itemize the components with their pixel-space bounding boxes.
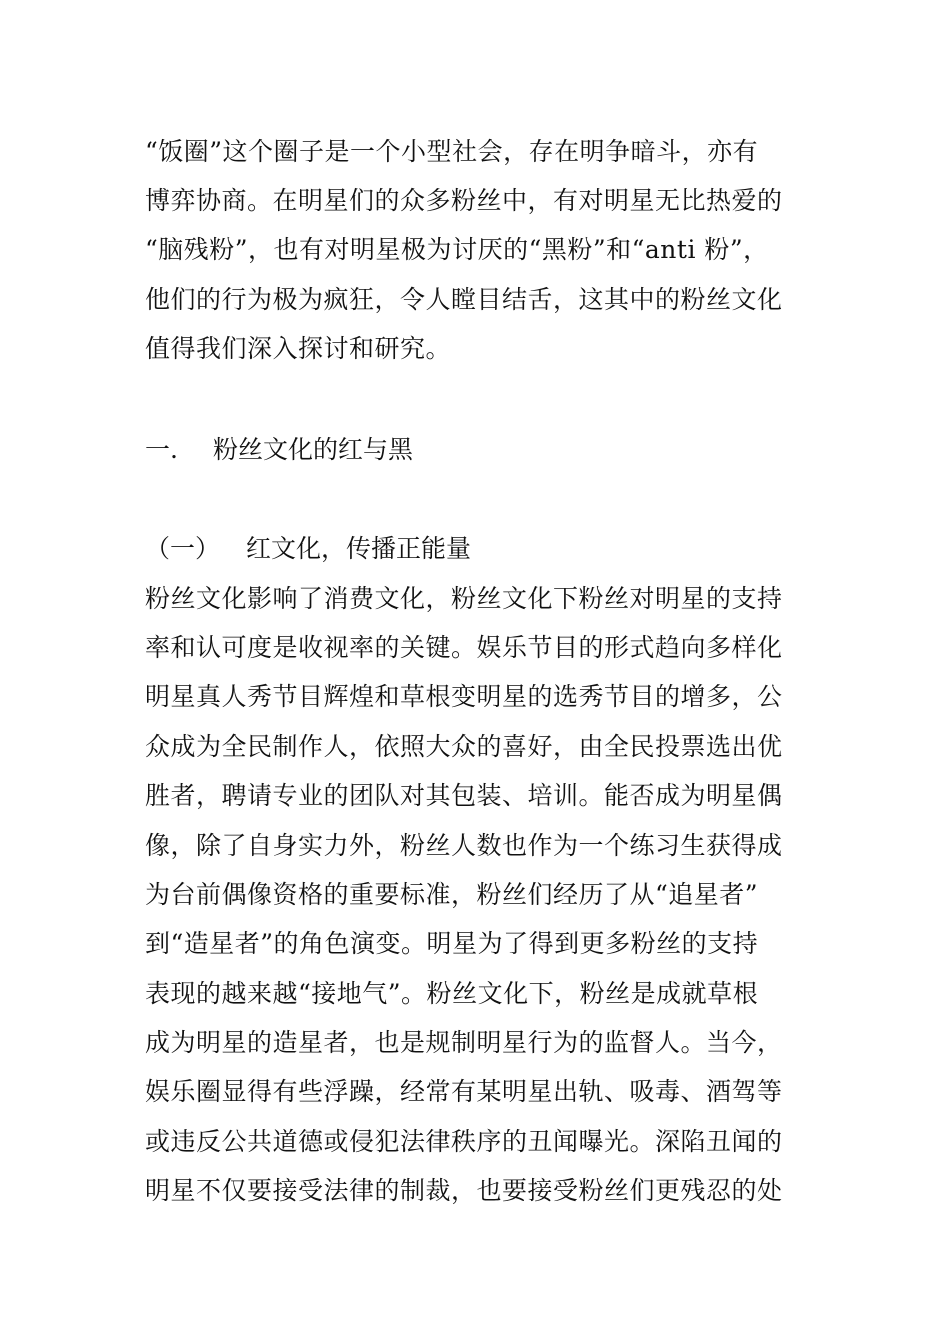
- body-line-1: 粉丝文化影响了消费文化，粉丝文化下粉丝对明星的支持: [145, 584, 783, 613]
- body-line-5: 胜者，聘请专业的团队对其包装、培训。能否成为明星偶: [145, 781, 783, 810]
- body-line-7: 为台前偶像资格的重要标准，粉丝们经历了从“追星者”: [145, 880, 759, 909]
- body-line-6: 像，除了自身实力外，粉丝人数也作为一个练习生获得成: [145, 831, 783, 860]
- section-number: 一.: [145, 435, 178, 464]
- intro-line-5: 值得我们深入探讨和研究。: [145, 334, 452, 363]
- body-line-3: 明星真人秀节目辉煌和草根变明星的选秀节目的增多，公: [145, 682, 783, 711]
- intro-line-2: 博弈协商。在明星们的众多粉丝中，有对明星无比热爱的: [145, 186, 783, 215]
- section-title: 粉丝文化的红与黑: [213, 435, 414, 464]
- body-line-10: 成为明星的造星者，也是规制明星行为的监督人。当今，: [145, 1028, 783, 1057]
- body-line-12: 或违反公共道德或侵犯法律秩序的丑闻曝光。深陷丑闻的: [145, 1127, 783, 1156]
- body-line-11: 娱乐圈显得有些浮躁，经常有某明星出轨、吸毒、酒驾等: [145, 1077, 783, 1106]
- body-line-13: 明星不仅要接受法律的制裁，也要接受粉丝们更残忍的处: [145, 1176, 783, 1205]
- body-line-4: 众成为全民制作人，依照大众的喜好，由全民投票选出优: [145, 732, 783, 761]
- body-line-8: 到“造星者”的角色演变。明星为了得到更多粉丝的支持: [145, 929, 759, 958]
- intro-line-1: “饭圈”这个圈子是一个小型社会，存在明争暗斗，亦有: [145, 137, 759, 166]
- body-line-2: 率和认可度是收视率的关键。娱乐节目的形式趋向多样化: [145, 633, 783, 662]
- subsection-number: （一）: [145, 534, 221, 563]
- body-line-9: 表现的越来越“接地气”。粉丝文化下，粉丝是成就草根: [145, 979, 759, 1008]
- intro-line-3: “脑残粉”，也有对明星极为讨厌的“黑粉”和“anti 粉”，: [145, 235, 769, 264]
- subsection-title: 红文化，传播正能量: [246, 534, 472, 563]
- intro-line-4: 他们的行为极为疯狂，令人瞠目结舌，这其中的粉丝文化: [145, 285, 783, 314]
